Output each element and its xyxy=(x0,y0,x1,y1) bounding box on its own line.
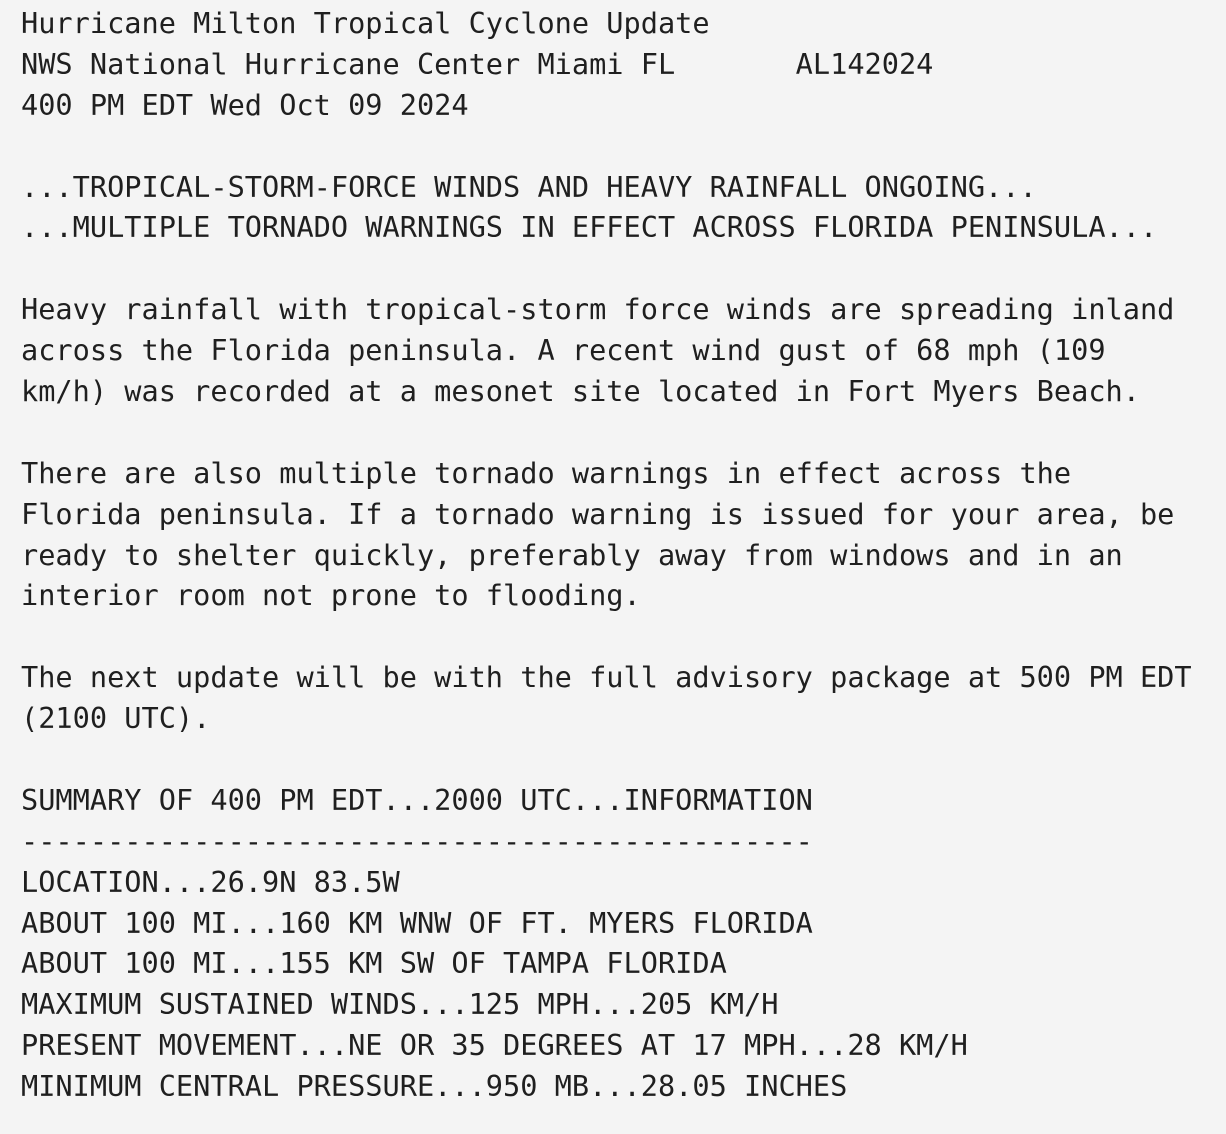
paragraph-2-line-2: Florida peninsula. If a tornado warning is issued for your area, be xyxy=(21,496,1175,531)
summary-heading: SUMMARY OF 400 PM EDT...2000 UTC...INFORMATION xyxy=(21,782,813,817)
paragraph-3-line-2: (2100 UTC). xyxy=(21,701,211,736)
blank-line xyxy=(21,616,1192,657)
paragraph-3-line-1: The next update will be with the full advisory package at 500 PM EDT xyxy=(21,660,1192,695)
summary-location: LOCATION...26.9N 83.5W xyxy=(21,864,400,899)
blank-line xyxy=(21,248,1192,289)
document-title: Hurricane Milton Tropical Cyclone Update xyxy=(21,6,710,40)
summary-divider: ---------------------------------------------- xyxy=(21,823,813,858)
paragraph-1-line-3: km/h) was recorded at a mesonet site located in Fort Myers Beach. xyxy=(21,374,1140,409)
issuing-office-line: NWS National Hurricane Center Miami FL AL142024 xyxy=(21,46,934,81)
headline-1: ...TROPICAL-STORM-FORCE WINDS AND HEAVY RAINFALL ONGOING... xyxy=(21,169,1037,204)
paragraph-2-line-4: interior room not prone to flooding. xyxy=(21,578,641,613)
summary-max-winds: MAXIMUM SUSTAINED WINDS...125 MPH...205 KM/H xyxy=(21,987,779,1022)
paragraph-2-line-3: ready to shelter quickly, preferably away from windows and in an xyxy=(21,537,1123,572)
summary-distance-tampa: ABOUT 100 MI...155 KM SW OF TAMPA FLORIDA xyxy=(21,946,727,981)
issue-time-line: 400 PM EDT Wed Oct 09 2024 xyxy=(21,87,469,122)
summary-min-pressure: MINIMUM CENTRAL PRESSURE...950 MB...28.05 INCHES xyxy=(21,1069,848,1104)
blank-line xyxy=(21,739,1192,780)
paragraph-1-line-1: Heavy rainfall with tropical-storm force winds are spreading inland xyxy=(21,292,1175,327)
blank-line xyxy=(21,126,1192,167)
blank-line xyxy=(21,412,1192,453)
advisory-text-document xyxy=(21,3,1192,1107)
paragraph-1-line-2: across the Florida peninsula. A recent wind gust of 68 mph (109 xyxy=(21,333,1106,368)
summary-present-movement: PRESENT MOVEMENT...NE OR 35 DEGREES AT 17 MPH...28 KM/H xyxy=(21,1028,968,1063)
headline-2: ...MULTIPLE TORNADO WARNINGS IN EFFECT ACROSS FLORIDA PENINSULA... xyxy=(21,210,1158,245)
paragraph-2-line-1: There are also multiple tornado warnings in effect across the xyxy=(21,455,1072,490)
summary-distance-ft-myers: ABOUT 100 MI...160 KM WNW OF FT. MYERS FLORIDA xyxy=(21,905,813,940)
